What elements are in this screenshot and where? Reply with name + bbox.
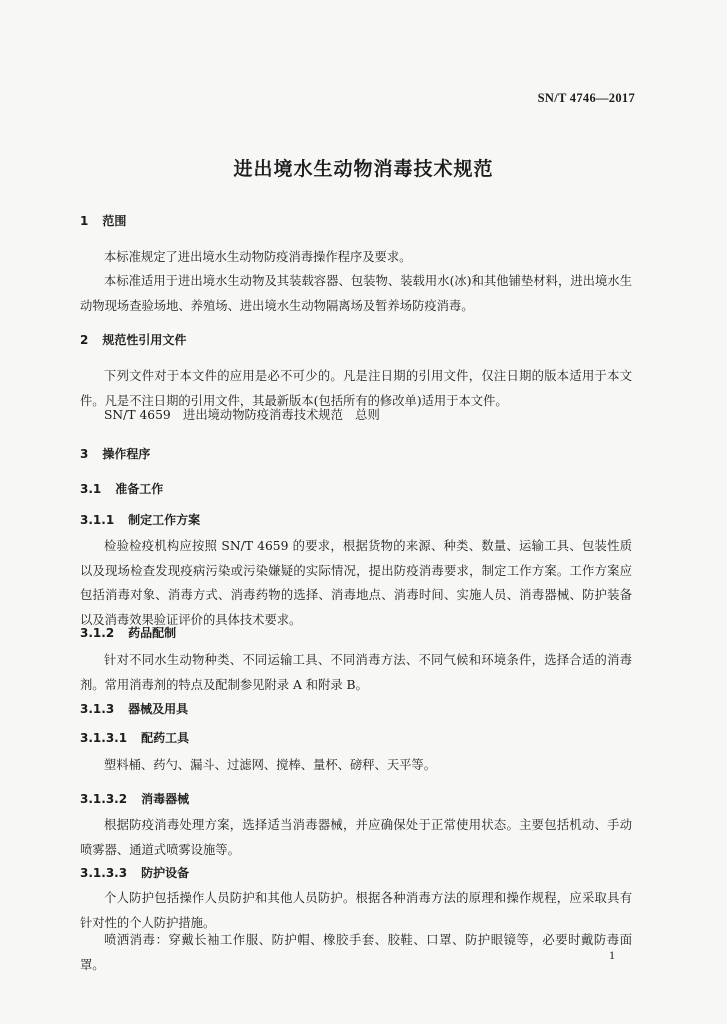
section-number: 1 [80,214,89,228]
section-3-heading [80,445,150,462]
section-title: 药品配制 [128,626,177,640]
section-title: 范围 [102,214,127,228]
paragraph: 喷洒消毒：穿戴长袖工作服、防护帽、橡胶手套、胶鞋、口罩、防护眼镜等，必要时戴防毒面罩。 [80,933,632,972]
paragraph: 针对不同水生动物种类、不同运输工具、不同消毒方法、不同气候和环境条件，选择合适的消毒剂。常用消毒剂的特点及配制参见附录 A 和附录 B。 [80,653,632,692]
paragraph: 根据防疫消毒处理方案，选择适当消毒器械，并应确保处于正常使用状态。主要包括机动、手动喷雾器、通道式喷雾设施等。 [80,818,632,857]
section-title: 制定工作方案 [128,513,201,527]
section-number: 2 [80,333,89,347]
section-2-heading [80,331,186,348]
section-title: 操作程序 [102,447,151,461]
section-number: 3.1.3.3 [80,866,128,880]
section-3-1-2-heading [80,624,176,641]
page-number: 1 [609,948,615,962]
section-number: 3.1.3 [80,702,115,716]
section-3-1-heading [80,480,163,497]
section-title: 规范性引用文件 [102,333,187,347]
paragraph: 个人防护包括操作人员防护和其他人员防护。根据各种消毒方法的原理和操作规程，应采取具有针对性的个人防护措施。 [80,891,632,930]
document-title: 进出境水生动物消毒技术规范 [233,158,494,180]
paragraph: 本标准适用于进出境水生动物及其装载容器、包装物、装载用水(冰)和其他铺垫材料，进出境水生动物现场查验场地、养殖场、进出境水生动物隔离场及暂养场防疫消毒。 [80,274,632,313]
section-number: 3.1.1 [80,513,115,527]
section-3-1-3-2-heading [80,790,189,807]
section-1-heading [80,212,126,229]
normative-reference: SN/T 4659 进出境动物防疫消毒技术规范 总则 [104,408,380,422]
section-number: 3.1.3.2 [80,792,128,806]
section-number: 3.1.2 [80,626,115,640]
section-title: 防护设备 [141,866,190,880]
section-number: 3.1 [80,482,102,496]
section-3-1-3-1-heading [80,729,189,746]
section-title: 器械及用具 [128,702,189,716]
section-3-1-1-heading [80,511,200,528]
paragraph: 塑料桶、药勺、漏斗、过滤网、搅棒、量杯、磅秤、天平等。 [104,758,437,772]
section-number: 3.1.3.1 [80,731,128,745]
section-number: 3 [80,447,89,461]
paragraph: 本标准规定了进出境水生动物防疫消毒操作程序及要求。 [104,250,412,264]
section-3-1-3-heading [80,700,188,717]
paragraph: 下列文件对于本文件的应用是必不可少的。凡是注日期的引用文件，仅注日期的版本适用于本文件。凡是不注日期的引用文件，其最新版本(包括所有的修改单)适用于本文件。 [80,369,632,408]
section-title: 消毒器械 [141,792,190,806]
section-title: 配药工具 [141,731,190,745]
standard-number: SN/T 4746—2017 [537,91,635,105]
paragraph: 检验检疫机构应按照 SN/T 4659 的要求，根据货物的来源、种类、数量、运输工具、包装性质以及现场检查发现疫病污染或污染嫌疑的实际情况，提出防疫消毒要求，制定工作方案。工作方案应包括消毒对象、消毒方式、消毒药物的选择、消毒地点、消毒时间、实施人员、消毒器械、防护装备以及消毒效果验证评价的具体技术要求。 [80,539,632,627]
section-3-1-3-3-heading [80,864,189,881]
section-title: 准备工作 [115,482,164,496]
